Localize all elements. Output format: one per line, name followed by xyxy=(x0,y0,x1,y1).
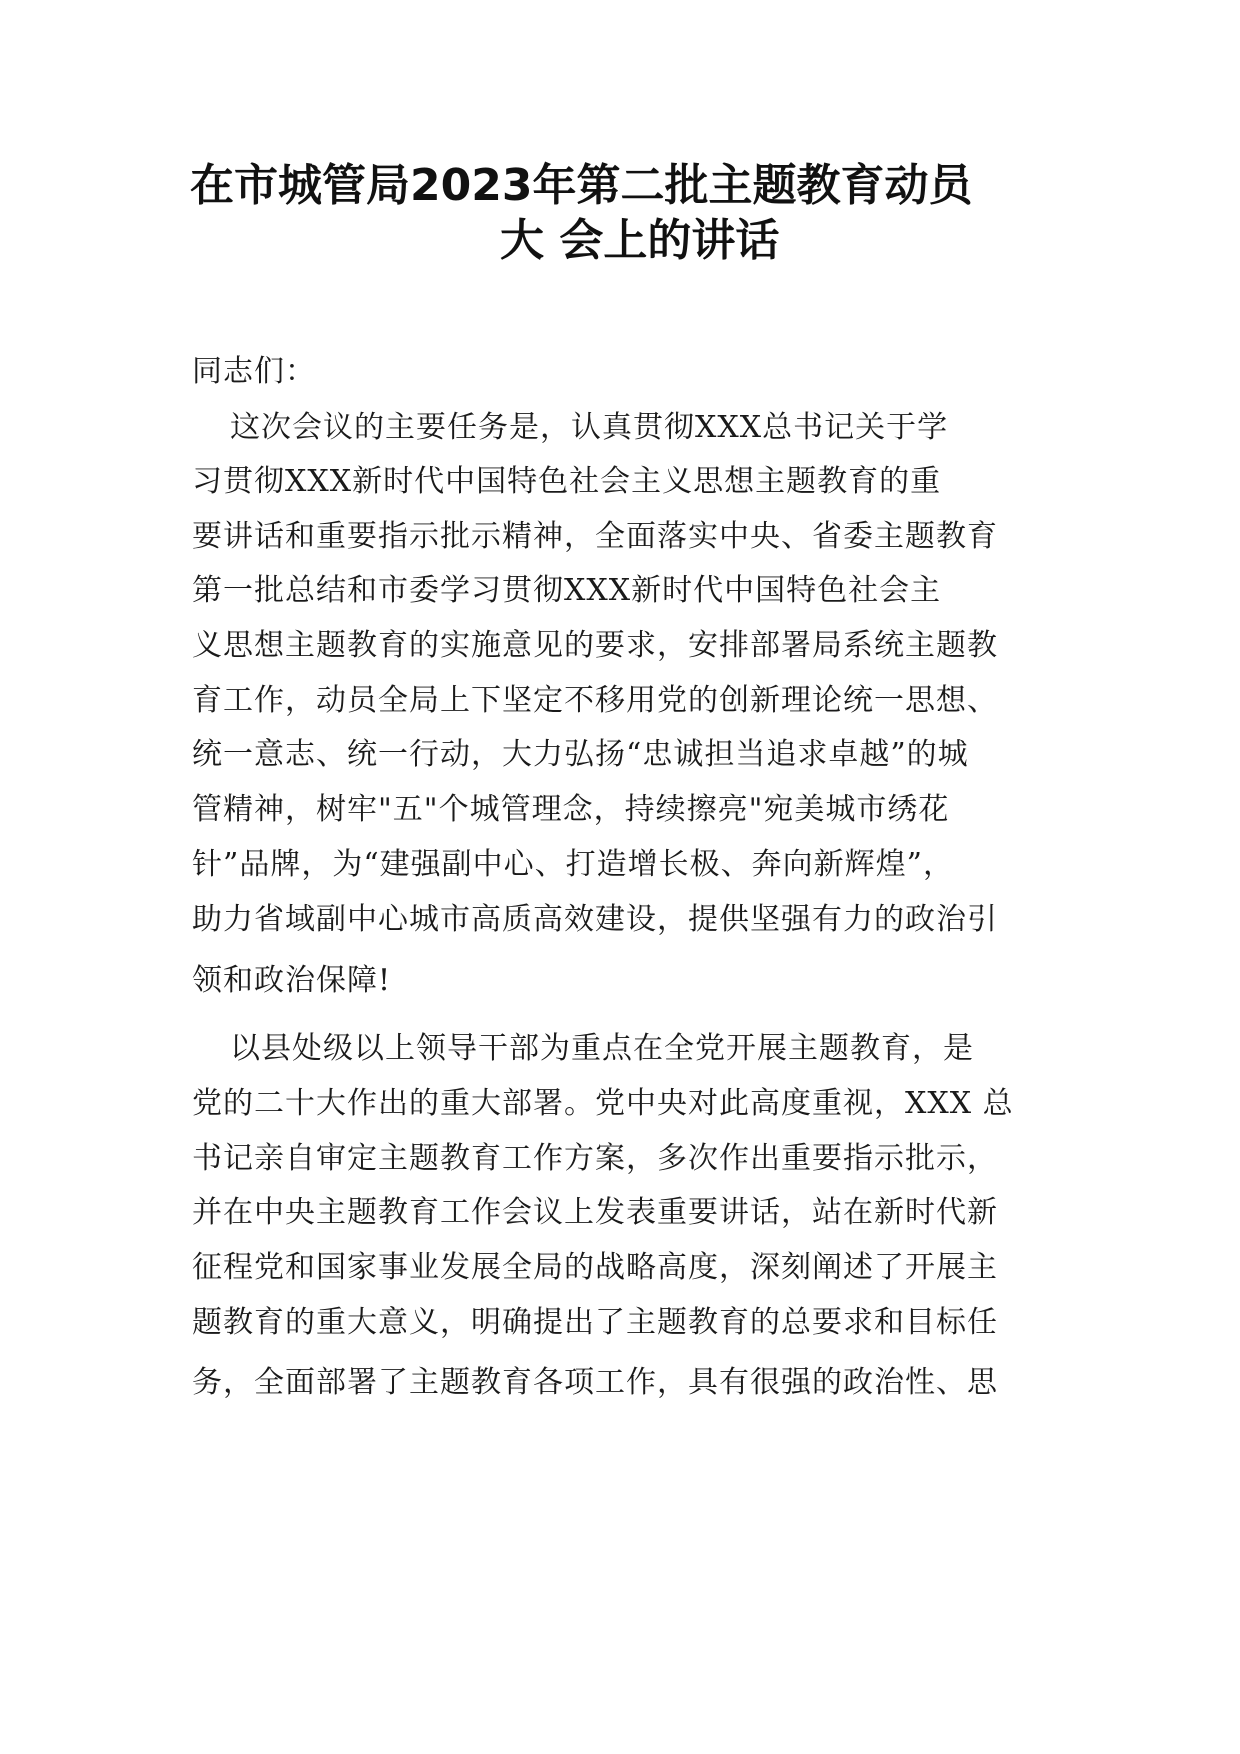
paragraph-2-line-6: 题教育的重大意义，明确提出了主题教育的总要求和目标任 xyxy=(192,1305,998,1340)
paragraph-1-line-8: 管精神，树牢"五"个城管理念，持续擦亮"宛美城市绣花 xyxy=(192,792,950,827)
salutation: 同志们： xyxy=(192,354,316,389)
paragraph-2-line-2: 党的二十大作出的重大部署。党中央对此高度重视，XXX 总 xyxy=(192,1086,1014,1121)
paragraph-2-line-3: 书记亲自审定主题教育工作方案，多次作出重要指示批示， xyxy=(192,1141,998,1176)
paragraph-2-line-7: 务，全面部署了主题教育各项工作，具有很强的政治性、思 xyxy=(192,1365,998,1400)
document-title-line-2: 大 会上的讲话 xyxy=(500,215,780,266)
paragraph-1-line-7: 统一意志、统一行动，大力弘扬“忠诚担当追求卓越”的城 xyxy=(192,737,969,772)
paragraph-2-line-5: 征程党和国家事业发展全局的战略高度，深刻阐述了开展主 xyxy=(192,1250,998,1285)
paragraph-1-line-6: 育工作，动员全局上下坚定不移用党的创新理论统一思想、 xyxy=(192,683,998,718)
document-title-line-1: 在市城管局2023年第二批主题教育动员 xyxy=(190,160,973,211)
paragraph-1-line-5: 义思想主题教育的实施意见的要求，安排部署局系统主题教 xyxy=(192,628,998,663)
paragraph-2-line-4: 并在中央主题教育工作会议上发表重要讲话，站在新时代新 xyxy=(192,1195,998,1230)
paragraph-1-line-11: 领和政治保障! xyxy=(192,963,392,998)
paragraph-1-line-2: 习贯彻XXX新时代中国特色社会主义思想主题教育的重 xyxy=(192,464,942,499)
paragraph-1-line-9: 针”品牌，为“建强副中心、打造增长极、奔向新辉煌”， xyxy=(192,847,955,882)
paragraph-1-line-1: 这次会议的主要任务是，认真贯彻XXX总书记关于学 xyxy=(230,410,949,445)
paragraph-2-line-1: 以县处级以上领导干部为重点在全党开展主题教育，是 xyxy=(230,1031,974,1066)
paragraph-1-line-3: 要讲话和重要指示批示精神，全面落实中央、省委主题教育 xyxy=(192,519,998,554)
paragraph-1-line-4: 第一批总结和市委学习贯彻XXX新时代中国特色社会主 xyxy=(192,573,942,608)
paragraph-1-line-10: 助力省域副中心城市高质高效建设，提供坚强有力的政治引 xyxy=(192,902,998,937)
